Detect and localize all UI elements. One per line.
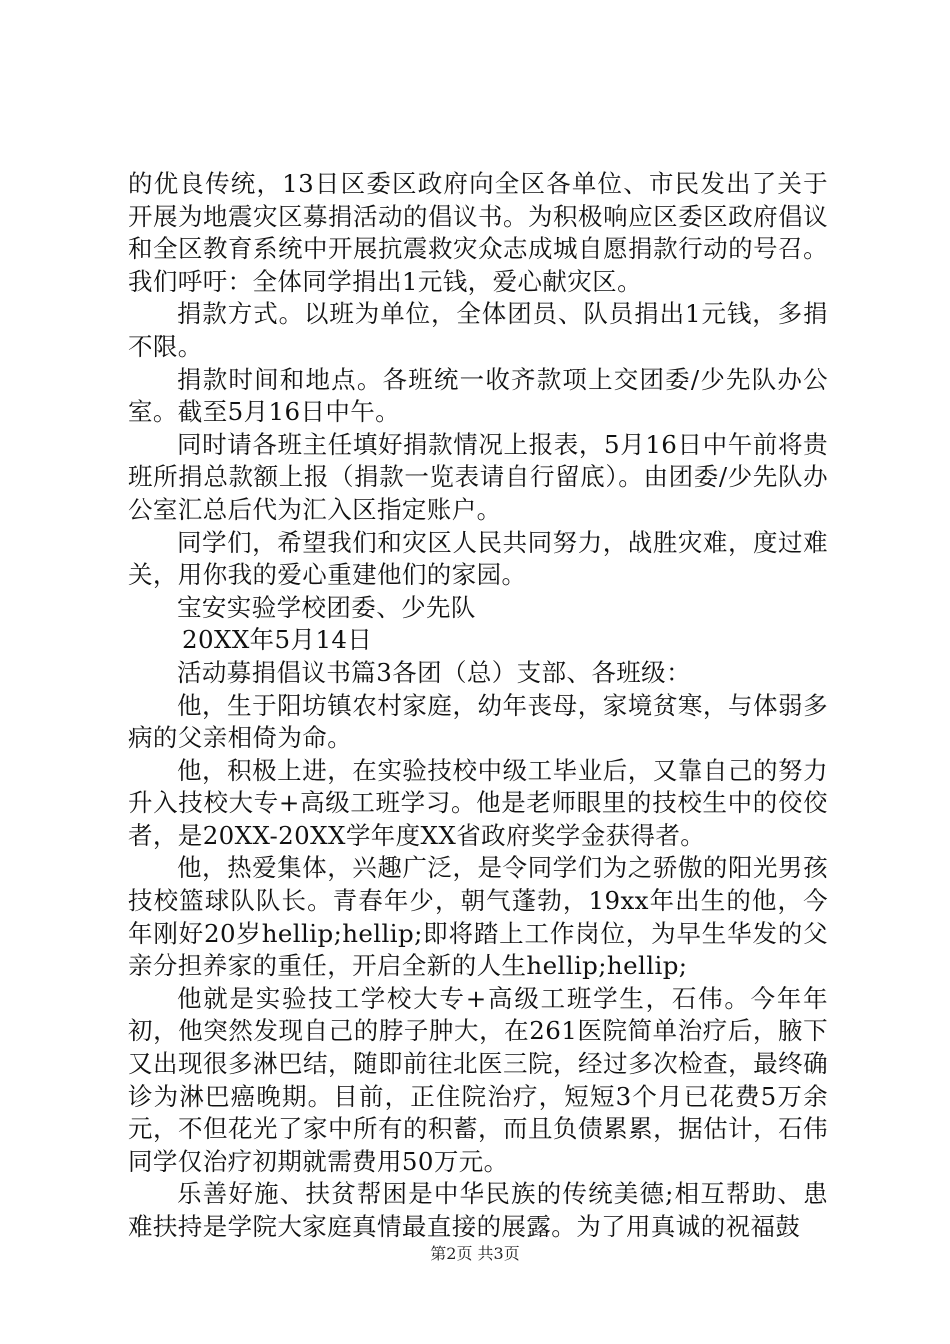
paragraph: 同学们，希望我们和灾区人民共同努力，战胜灾难，度过难关，用你我的爱心重建他们的家园。 bbox=[128, 527, 828, 590]
paragraph: 他就是实验技工学校大专+高级工班学生，石伟。今年年初，他突然发现自己的脖子肿大，在261医院简单治疗后，腋下又出现很多淋巴结，随即前往北医三院，经过多次检查，最终确诊为淋巴癌晚期。目前，正住院治疗，短短3个月已花费5万余元，不但花光了家中所有的积蓄，而且负债累累，据估计，石伟同学仅治疗初期就需费用50万元。 bbox=[128, 983, 828, 1176]
date-line: 20XX年5月14日 bbox=[182, 625, 373, 655]
paragraph: 同时请各班主任填好捐款情况上报表，5月16日中午前将贵班所捐总款额上报（捐款一览表请自行留底）。由团委/少先队办公室汇总后代为汇入区指定账户。 bbox=[128, 429, 828, 524]
paragraph: 乐善好施、扶贫帮困是中华民族的传统美德;相互帮助、患难扶持是学院大家庭真情最直接的展露。为了用真诚的祝福鼓 bbox=[128, 1179, 828, 1241]
paragraph: 他，积极上进，在实验技校中级工毕业后，又靠自己的努力升入技校大专+高级工班学习。他是老师眼里的技校生中的佼佼者，是20XX-20XX学年度XX省政府奖学金获得者。 bbox=[128, 755, 828, 850]
paragraph: 捐款方式。以班为单位，全体团员、队员捐出1元钱，多捐不限。 bbox=[128, 299, 828, 361]
paragraph: 他，热爱集体，兴趣广泛，是令同学们为之骄傲的阳光男孩技校篮球队队长。青春年少，朝气蓬勃，19xx年出生的他，今年刚好20岁hellip;hellip;即将踏上工作岗位，为早生华发的父亲分担养家的重任，开启全新的人生hellip;hellip; bbox=[128, 853, 828, 981]
signature-line: 宝安实验学校团委、少先队 bbox=[177, 592, 476, 622]
paragraph: 捐款时间和地点。各班统一收齐款项上交团委/少先队办公室。截至5月16日中午。 bbox=[128, 364, 828, 427]
paragraph: 他，生于阳坊镇农村家庭，幼年丧母，家境贫寒，与体弱多病的父亲相倚为命。 bbox=[128, 690, 828, 753]
paragraph: 的优良传统，13日区委区政府向全区各单位、市民发出了关于开展为地震灾区募捐活动的倡议书。为积极响应区委区政府倡议和全区教育系统中开展抗震救灾众志成城自愿捐款行动的号召。我们呼吁：全体同学捐出1元钱，爱心献灾区。 bbox=[128, 169, 828, 296]
document-body bbox=[128, 168, 828, 1244]
section-heading-line: 活动募捐倡议书篇3各团（总）支部、各班级： bbox=[177, 657, 691, 687]
page-number-footer: 第2页 共3页 bbox=[430, 1244, 520, 1263]
